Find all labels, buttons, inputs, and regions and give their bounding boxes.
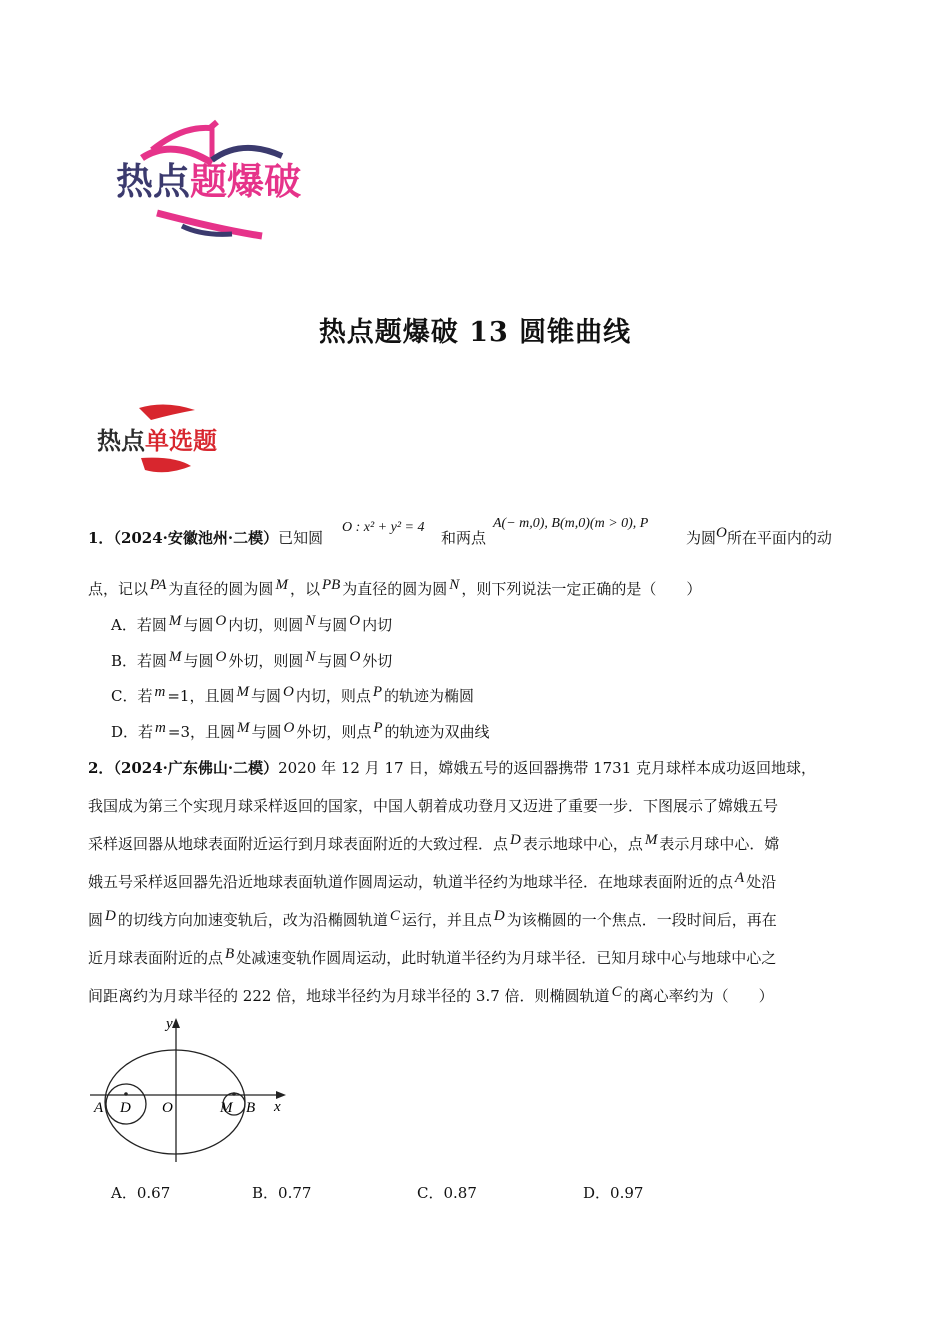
text-run: 外切，则点 [296,723,372,741]
q2-option-d: D．0.97 [583,1184,644,1202]
text-run: 外切 [362,652,393,670]
x-axis-arrow-icon [276,1091,286,1099]
q2-option-b: B．0.77 [252,1184,312,1202]
text-run: 与圆 [183,616,214,634]
q1-option-b [111,651,392,672]
q2-line5 [88,910,777,931]
q1-var-o: O [716,525,727,541]
q1-text-d: 所在平面内的动 [726,529,832,547]
q1-source: （2024·安徽池州·二模） [113,529,279,547]
text-run: =1，且圆 [167,687,235,705]
q2-line7 [88,986,774,1007]
math-var: O [283,720,295,736]
math-var: P [373,720,383,736]
math-var: O [349,613,361,629]
text-run: C．若 [111,687,153,705]
label-d: D [120,1100,131,1116]
math-var: M [169,649,182,665]
text-run: B．若圆 [111,652,168,670]
label-y: y [166,1016,173,1032]
label-x: x [274,1099,281,1115]
q1-option-d [111,722,490,743]
math-var: M [168,613,182,629]
text-run: 与圆 [183,652,214,670]
banner-text-part1: 热点 [116,160,190,203]
math-var: m [154,684,166,700]
text-run: 与圆 [317,616,348,634]
math-var: D [510,832,521,848]
math-var: A [735,870,745,886]
math-var: N [305,613,316,629]
point-m-dot [232,1092,236,1096]
math-var: O [215,613,227,629]
badge-text-part1: 热点 [97,427,145,455]
math-var: O [215,649,227,665]
q2-line6 [88,948,776,969]
badge-text-part2: 单选题 [145,427,217,455]
text-run: 运行，并且点 [401,911,492,929]
text-run: 与圆 [251,723,282,741]
page-title: 热点题爆破 13 圆锥曲线 [318,317,632,348]
math-var: D [493,908,505,924]
math-var: PB [321,577,341,593]
text-run: 的轨迹为双曲线 [384,723,490,741]
q1-number: 1． [88,529,114,547]
math-var: m [155,720,166,736]
text-run: D．若 [111,723,154,741]
text-run: 娥五号采样返回器先沿近地球表面轨道作圆周运动，轨道半径约为地球半径．在地球表面附近的点 [88,873,734,891]
point-d-dot [124,1092,128,1096]
math-var: B [225,946,235,962]
q2-option-a: A．0.67 [111,1184,171,1202]
math-var: O [282,684,294,700]
text-run: 点，记以 [88,580,149,598]
q2-line1-text [278,759,816,777]
text-run: 为直径的圆为圆 [342,580,448,598]
q2-source: （2024·广东佛山·二模） [113,759,279,777]
banner-logo [112,118,332,243]
text-run: A．若圆 [111,616,167,634]
text-run: 外切，则圆 [228,652,304,670]
text-run: 内切，则点 [295,687,371,705]
math-var: M [275,577,288,593]
math-var: N [449,577,460,593]
math-var: M [644,832,658,848]
section-badge [95,400,235,478]
q1-text-c-a: 为圆 [686,529,717,547]
label-o: O [162,1100,173,1116]
q2-line4 [88,872,776,893]
q1-text-c [686,525,832,549]
text-run: 表示月球中心．嫦 [659,835,780,853]
q1-line2 [88,579,701,600]
text-run: 处减速变轨作圆周运动，此时轨道半径约为月球半径．已知月球中心与地球中心之 [236,949,777,967]
text-run: 的切线方向加速变轨后，改为沿椭圆轨道 [117,911,388,929]
math-var: M [237,720,250,736]
q1-eq-circle: O : x² + y² = 4 [342,520,425,535]
q1-line1 [88,528,323,548]
text-run: 与圆 [250,687,281,705]
math-var: PA [150,577,167,593]
math-var: C [611,984,622,1000]
text-run: 采样返回器从地球表面附近运行到月球表面附近的大致过程．点 [88,835,509,853]
label-b: B [246,1100,256,1116]
text-run: 近月球表面附近的点 [88,949,224,967]
text-run: 圆 [88,911,104,929]
math-var: O [349,649,361,665]
text-run: 间距离约为月球半径的 222 倍，地球半径约为月球半径的 3.7 倍．则椭圆轨道 [88,987,610,1005]
q2-line2 [88,796,778,816]
text-run: 表示地球中心，点 [522,835,643,853]
text-run: =3，且圆 [167,723,235,741]
text-run: 内切 [362,616,393,634]
text-run: ，则下列说法一定正确的是（ ） [461,580,702,598]
ellipse-orbit-diagram [86,1012,296,1167]
text-run: 内切，则圆 [228,616,304,634]
text-run: ，以 [289,580,320,598]
text-run: 我国成为第三个实现月球采样返回的国家，中国人朝着成功登月又迈进了重要一步．下图展示了嫦娥五号 [88,797,779,815]
q1-option-c [111,686,474,707]
text-run: 与圆 [317,652,348,670]
text-run: 为直径的圆为圆 [168,580,274,598]
q2-line3 [88,834,779,855]
text-run: 处沿 [746,873,777,891]
text-run: 的轨迹为椭圆 [384,687,475,705]
q2-number: 2． [88,759,114,777]
math-var: M [236,684,249,700]
q1-option-a [111,615,392,636]
math-var: P [372,684,382,700]
q1-text-b: 和两点 [441,529,487,547]
label-m: M [220,1100,233,1116]
q2-option-c: C．0.87 [417,1184,477,1202]
math-var: C [389,908,400,924]
text-run: 为该椭圆的一个焦点．一段时间后，再在 [506,911,777,929]
text-run: 2020 年 12 月 17 日，嫦娥五号的返回器携带 1731 克月球样本成功返回地球， [278,759,817,777]
y-axis-arrow-icon [172,1018,180,1028]
math-var: D [105,908,116,924]
label-a: A [94,1100,104,1116]
text-run: 的离心率约为（ ） [623,987,774,1005]
q2-line1 [88,758,816,778]
q1-eq-points: A(− m,0), B(m,0)(m > 0), P [493,516,649,531]
banner-text-part2: 题爆破 [190,160,301,203]
orbit-figure [86,1012,296,1167]
q1-text-a: 已知圆 [278,529,324,547]
math-var: N [305,649,316,665]
